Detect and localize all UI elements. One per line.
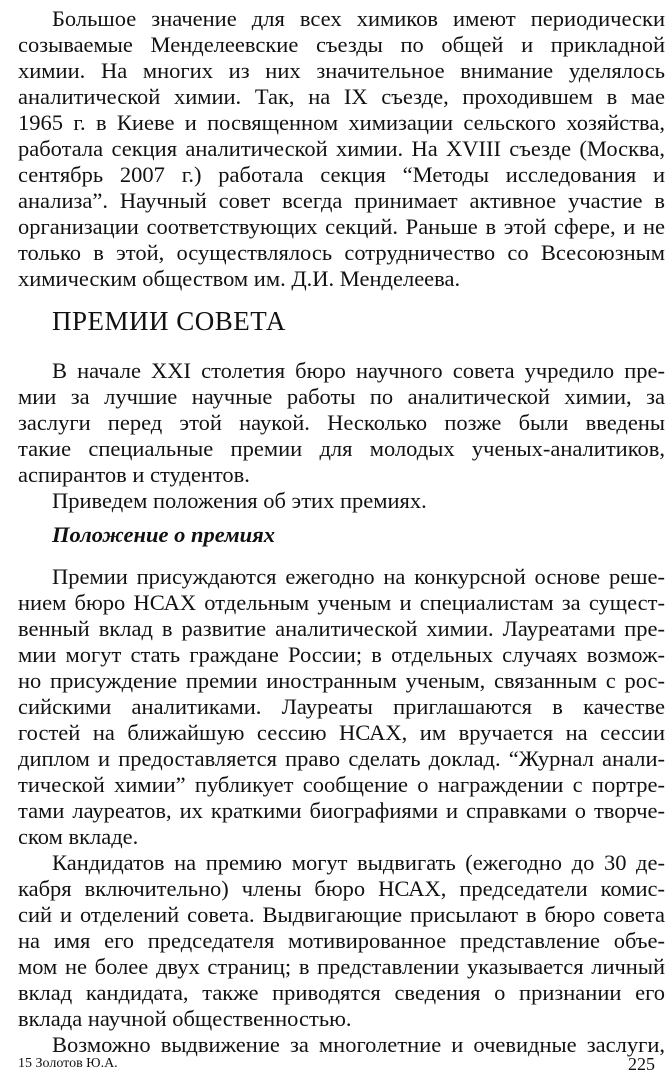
- text-line: химическим обществом им. Д.И. Менделеева.: [18, 266, 461, 291]
- text-line: но присуждение премии иностранным ученым, связанным с рос-: [18, 668, 665, 693]
- text-line: заслуги перед этой наукой. Несколько позже были введены: [18, 410, 665, 435]
- text-line: сийскими аналитиками. Лауреаты приглашаются в качестве: [18, 694, 665, 719]
- text-line: мии могут стать граждане России; в отдельных случаях возмож-: [18, 642, 665, 667]
- text-line: аспирантов и студентов.: [18, 462, 250, 487]
- section-heading: ПРЕМИИ СОВЕТА: [52, 306, 286, 336]
- text-line: анализа”. Научный совет всегда принимает активное участие в: [18, 188, 665, 213]
- text-line: вклад кандидата, также приводятся сведения о признании его: [18, 980, 665, 1005]
- text-line: Приведем положения об этих премиях.: [52, 488, 427, 513]
- text-line: кабря включительно) члены бюро НСАХ, председатели комис-: [18, 876, 665, 901]
- text-line: Возможно выдвижение за многолетние и очевидные заслуги,: [52, 1032, 665, 1057]
- text-line: такие специальные премии для молодых ученых-аналитиков,: [18, 436, 665, 461]
- text-line: тической химии” публикует сообщение о награждении с портре-: [18, 772, 665, 797]
- text-line: Премии присуждаются ежегодно на конкурсной основе реше-: [52, 564, 665, 589]
- text-line: нием бюро НСАХ отдельным ученым и специалистам за сущест-: [18, 590, 665, 615]
- text-line: 1965 г. в Киеве и посвященном химизации сельского хозяйства,: [18, 110, 665, 135]
- text-line: химии. На многих из них значительное внимание уделялось: [18, 58, 665, 83]
- text-line: на имя его председателя мотивированное представление объе-: [18, 928, 665, 953]
- text-line: мом не более двух страниц; в представлении указывается личный: [18, 954, 665, 979]
- text-line: вклада научной общественностью.: [18, 1006, 352, 1031]
- text-line: созываемые Менделеевские съезды по общей и прикладной: [18, 32, 665, 57]
- page-number: 225: [628, 1054, 655, 1074]
- text-line: венный вклад в развитие аналитической химии. Лауреатами пре-: [18, 616, 665, 641]
- text-line: Большое значение для всех химиков имеют периодически: [52, 6, 665, 31]
- text-line: сентябрь 2007 г.) работала секция “Методы исследования и: [18, 162, 665, 187]
- footer-signature: 15 Золотов Ю.А.: [18, 1056, 118, 1071]
- text-line: гостей на ближайшую сессию НСАХ, им вручается на сессии: [18, 720, 665, 745]
- text-line: В начале XXI столетия бюро научного совета учредило пре-: [52, 358, 665, 383]
- text-line: мии за лучшие научные работы по аналитической химии, за: [18, 384, 665, 409]
- text-line: диплом и предоставляется право сделать доклад. “Журнал анали-: [18, 746, 665, 771]
- text-line: Кандидатов на премию могут выдвигать (ежегодно до 30 де-: [52, 850, 665, 875]
- text-line: тами лауреатов, их краткими биографиями и справками о творче-: [18, 798, 665, 823]
- text-line: сий и отделений совета. Выдвигающие присылают в бюро совета: [18, 902, 665, 927]
- text-line: организации соответствующих секций. Раньше в этой сфере, и не: [18, 214, 665, 239]
- text-line: работала секция аналитической химии. На XVIII съезде (Москва,: [18, 136, 665, 161]
- text-line: аналитической химии. Так, на IX съезде, проходившем в мае: [18, 84, 665, 109]
- text-line: только в этой, осуществлялось сотрудничество со Всесоюзным: [18, 240, 665, 265]
- subsection-heading: Положение о премиях: [52, 522, 275, 547]
- text-line: ском вкладе.: [18, 824, 139, 849]
